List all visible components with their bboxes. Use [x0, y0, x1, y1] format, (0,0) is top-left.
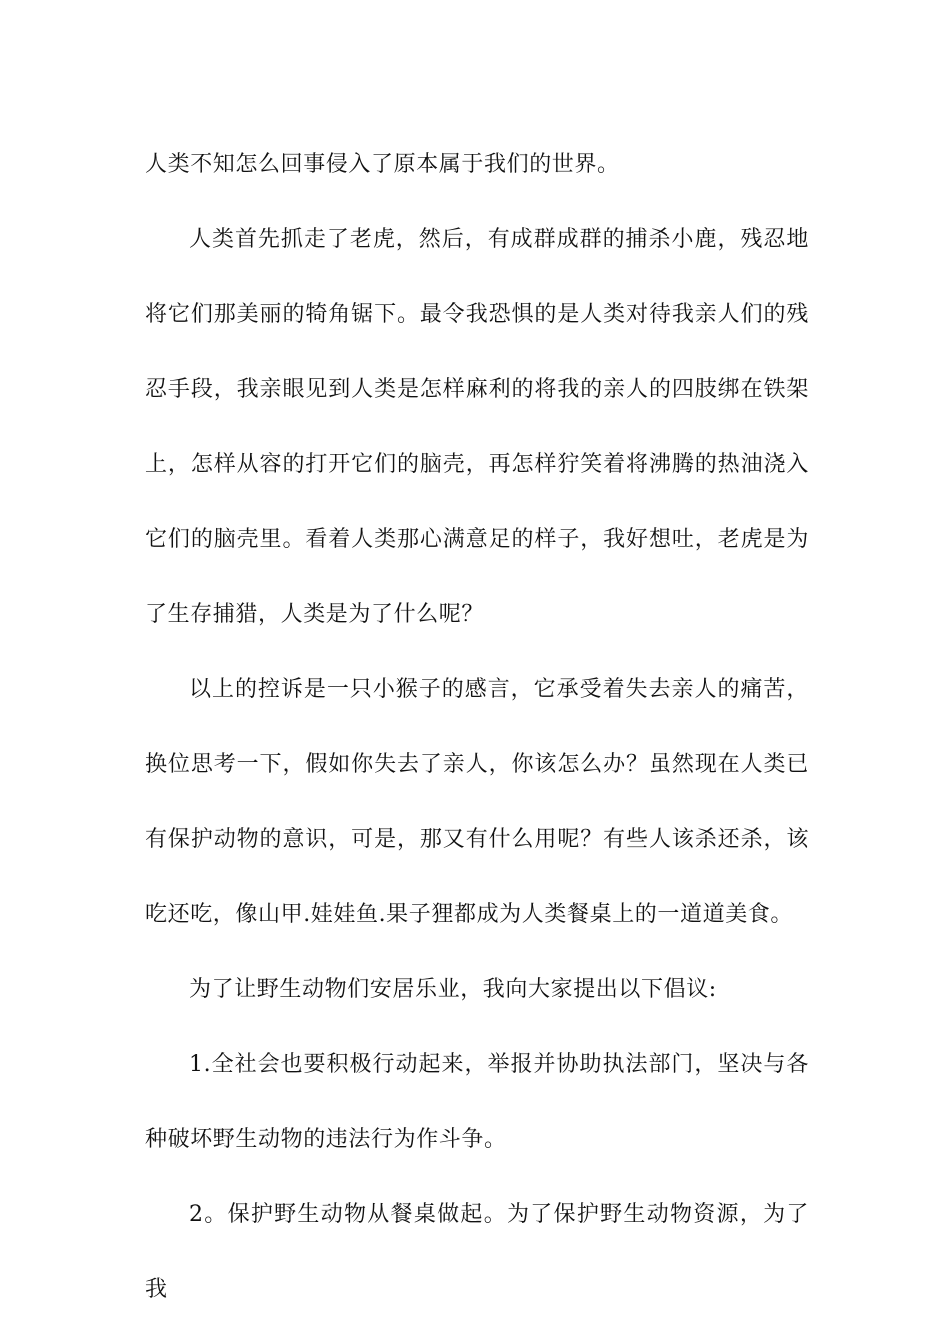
- document-body: [145, 127, 809, 1327]
- paragraph-proposal-intro: 为了让野生动物们安居乐业，我向大家提出以下倡议:: [189, 977, 717, 1002]
- paragraph-monkey-complaint: 以上的控诉是一只小猴子的感言，它承受着失去亲人的痛苦，换位思考一下，假如你失去了亲人，你该怎么办？虽然现在人类已有保护动物的意识，可是，那又有什么用呢？有些人该杀还杀，该吃还吃，像山甲.娃娃鱼.果子狸都成为人类餐桌上的一道道美食。: [145, 677, 809, 927]
- paragraph-continuation: 人类不知怎么回事侵入了原本属于我们的世界。: [145, 152, 620, 177]
- paragraph-proposal-1: 1.全社会也要积极行动起来，举报并协助执法部门，坚决与各种破坏野生动物的违法行为作斗争。: [145, 1052, 809, 1152]
- paragraph-proposal-2: 2。保护野生动物从餐桌做起。为了保护野生动物资源，为了我: [145, 1202, 809, 1302]
- paragraph-tiger-deer: 人类首先抓走了老虎，然后，有成群成群的捕杀小鹿，残忍地将它们那美丽的犄角锯下。最令我恐惧的是人类对待我亲人们的残忍手段，我亲眼见到人类是怎样麻利的将我的亲人的四肢绑在铁架上，怎样从容的打开它们的脑壳，再怎样狞笑着将沸腾的热油浇入它们的脑壳里。看着人类那心满意足的样子，我好想吐，老虎是为了生存捕猎，人类是为了什么呢？: [145, 227, 809, 627]
